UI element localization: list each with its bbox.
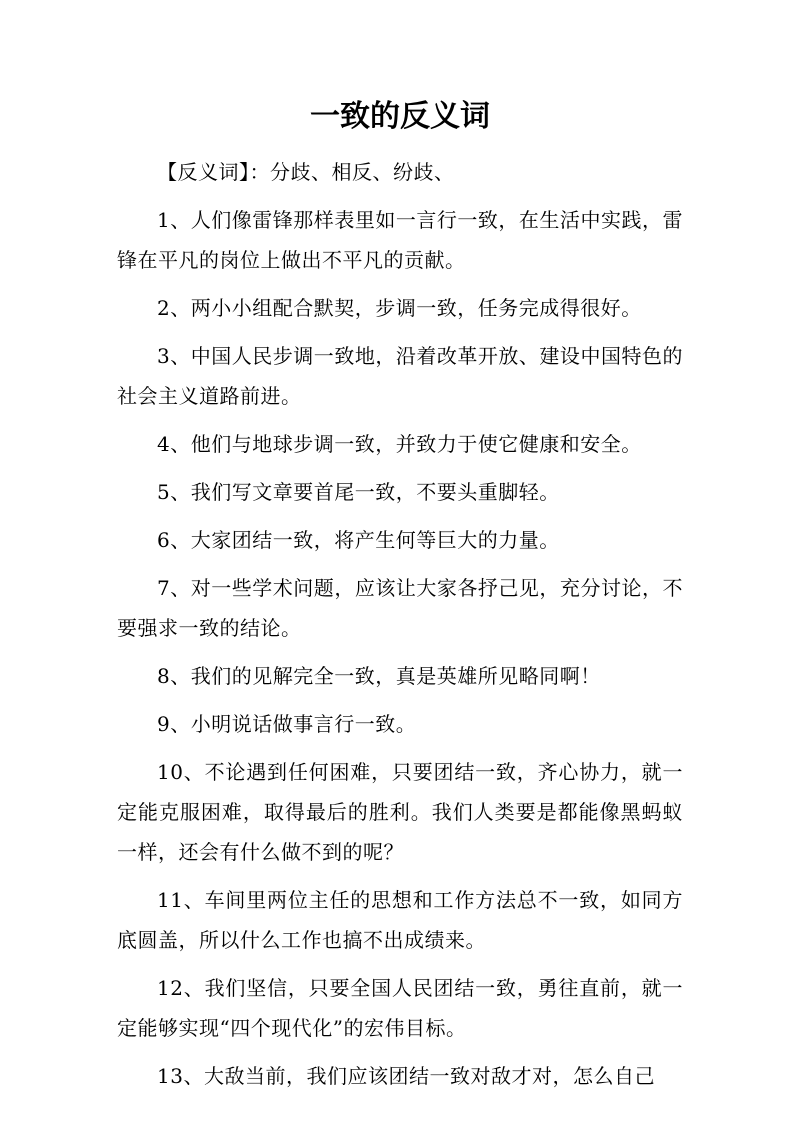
example-sentence-10: 10、不论遇到任何困难，只要团结一致，齐心协力，就一定能克服困难，取得最后的胜利。我们人类要是都能像黑蚂蚁一样，还会有什么做不到的呢？ bbox=[117, 760, 683, 864]
example-sentence-8: 8、我们的见解完全一致，真是英雄所见略同啊！ bbox=[157, 664, 601, 688]
example-sentence-1: 1、人们像雷锋那样表里如一言行一致，在生活中实践，雷锋在平凡的岗位上做出不平凡的贡献。 bbox=[117, 208, 683, 272]
example-sentence-5: 5、我们写文章要首尾一致，不要头重脚轻。 bbox=[157, 480, 560, 504]
page-title: 一致的反义词 bbox=[310, 99, 490, 134]
example-sentence-13: 13、大敌当前，我们应该团结一致对敌才对，怎么自己 bbox=[157, 1064, 655, 1088]
example-sentence-4: 4、他们与地球步调一致，并致力于使它健康和安全。 bbox=[157, 432, 642, 456]
example-sentence-11: 11、车间里两位主任的思想和工作方法总不一致，如同方底圆盖，所以什么工作也搞不出成绩来。 bbox=[117, 888, 683, 952]
example-sentence-9: 9、小明说话做事言行一致。 bbox=[157, 712, 417, 736]
antonyms-line: 【反义词】：分歧、相反、纷歧、 bbox=[157, 160, 455, 184]
document-body bbox=[117, 152, 683, 1104]
example-sentence-12: 12、我们坚信，只要全国人民团结一致，勇往直前，就一定能够实现“四个现代化”的宏伟目标。 bbox=[117, 976, 683, 1040]
example-sentence-3: 3、中国人民步调一致地，沿着改革开放、建设中国特色的社会主义道路前进。 bbox=[117, 344, 683, 408]
example-sentence-6: 6、大家团结一致，将产生何等巨大的力量。 bbox=[157, 528, 560, 552]
example-sentence-2: 2、两小小组配合默契，步调一致，任务完成得很好。 bbox=[157, 296, 642, 320]
example-sentence-7: 7、对一些学术问题，应该让大家各抒己见，充分讨论，不要强求一致的结论。 bbox=[117, 576, 683, 640]
